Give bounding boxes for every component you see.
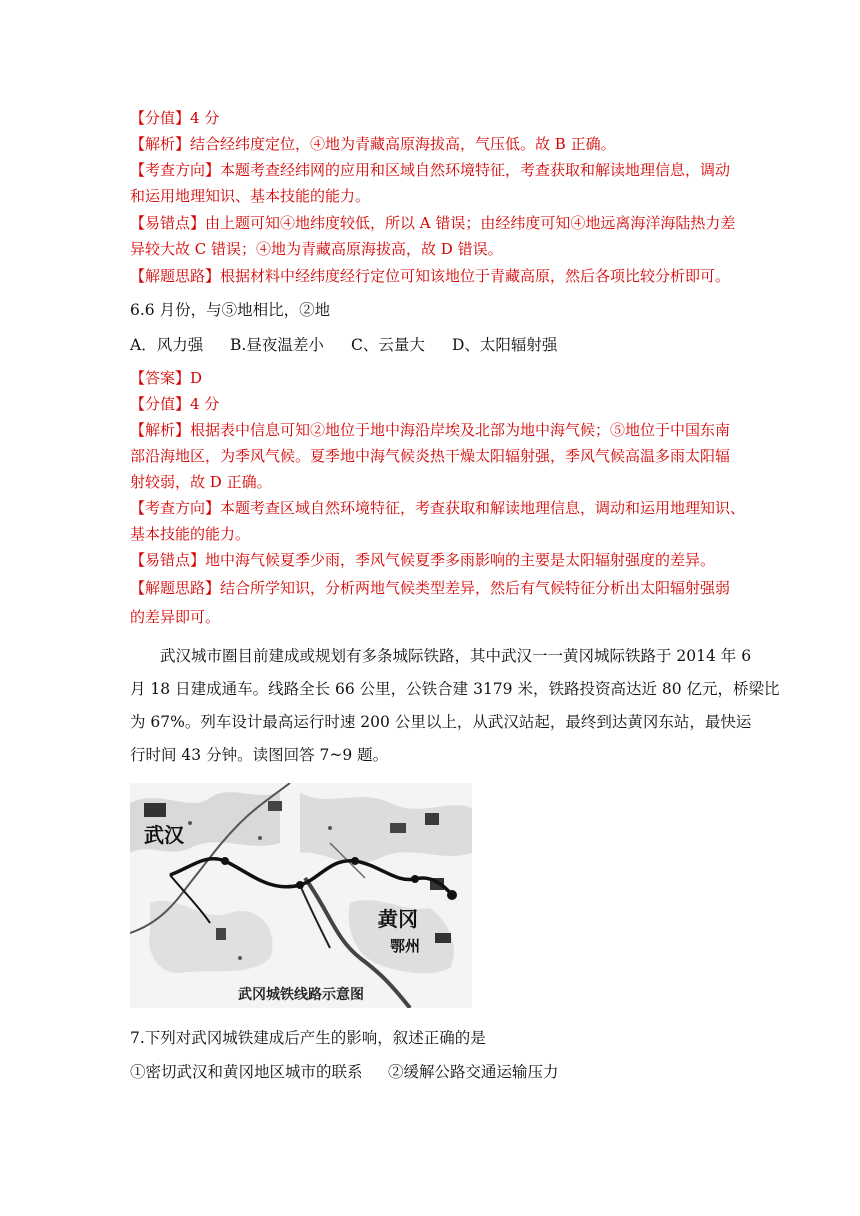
passage-line-4: 行时间 43 分钟。读图回答 7~9 题。 (130, 746, 389, 764)
q7-option-1: ①密切武汉和黄冈地区城市的联系 (130, 1063, 363, 1081)
q5-approach: 【解题思路】根据材料中经纬度经行定位可知该地位于青藏高原，然后各项比较分析即可。 (130, 267, 731, 285)
q6-error-point: 【易错点】地中海气候夏季少雨，季风气候夏季多雨影响的主要是太阳辐射强度的差异。 (130, 551, 716, 569)
map-label-wuhan: 武汉 (144, 823, 184, 847)
map-label-huanggang: 黄冈 (378, 907, 418, 931)
map-label-ezhou: 鄂州 (390, 937, 421, 955)
q6-analysis: 【解析】根据表中信息可知②地位于地中海沿岸埃及北部为地中海气候；⑤地位于中国东南 (130, 421, 731, 439)
q6-stem: 6.6 月份，与⑤地相比，②地 (130, 301, 331, 319)
q6-options (130, 335, 557, 355)
q7-option-2: ②缓解公路交通运输压力 (388, 1063, 559, 1081)
q5-direction-cont: 和运用地理知识、基本技能的能力。 (130, 187, 371, 205)
q5-score: 【分值】4 分 (130, 109, 220, 127)
map-caption: 武冈城铁线路示意图 (238, 987, 364, 1003)
q6-option-b: B.昼夜温差小 (230, 336, 324, 354)
railway-map-figure (130, 783, 472, 1008)
q6-option-d: D、太阳辐射强 (452, 336, 558, 354)
q7-stem: 7.下列对武冈城铁建成后产生的影响，叙述正确的是 (130, 1029, 486, 1047)
map-drawing (130, 783, 472, 1008)
q6-analysis-cont-2: 射较弱，故 D 正确。 (130, 473, 272, 491)
q6-direction-cont: 基本技能的能力。 (130, 525, 251, 543)
q6-answer: 【答案】D (130, 369, 203, 387)
q6-option-a: A．风力强 (130, 336, 204, 354)
q6-approach: 【解题思路】结合所学知识，分析两地气候类型差异，然后有气候特征分析出太阳辐射强弱 (130, 579, 731, 597)
q7-options (130, 1062, 559, 1082)
q5-direction: 【考查方向】本题考查经纬网的应用和区域自然环境特征，考查获取和解读地理信息，调动 (130, 161, 731, 179)
passage-line-3: 为 67%。列车设计最高运行时速 200 公里以上，从武汉站起，最终到达黄冈东站，最快运 (130, 713, 752, 731)
q6-approach-cont: 的差异即可。 (130, 608, 221, 626)
q5-error-point: 【易错点】由上题可知④地纬度较低，所以 A 错误；由经纬度可知④地远离海洋海陆热力差 (130, 214, 736, 232)
passage-line-2: 月 18 日建成通车。线路全长 66 公里，公铁合建 3179 米，铁路投资高达近 80 亿元，桥梁比 (130, 680, 780, 698)
passage-line-1: 武汉城市圈目前建成或规划有多条城际铁路，其中武汉一一黄冈城际铁路于 2014 年 6 (160, 647, 752, 665)
q6-option-c: C、云量大 (351, 336, 425, 354)
q6-analysis-cont-1: 部沿海地区，为季风气候。夏季地中海气候炎热干燥太阳辐射强，季风气候高温多雨太阳辐 (130, 447, 731, 465)
q6-direction: 【考查方向】本题考查区域自然环境特征，考查获取和解读地理信息，调动和运用地理知识、 (130, 499, 746, 517)
q5-analysis: 【解析】结合经纬度定位，④地为青藏高原海拔高，气压低。故 B 正确。 (130, 135, 616, 153)
q6-score: 【分值】4 分 (130, 395, 220, 413)
q5-error-point-cont: 异较大故 C 错误；④地为青藏高原海拔高，故 D 错误。 (130, 240, 503, 258)
